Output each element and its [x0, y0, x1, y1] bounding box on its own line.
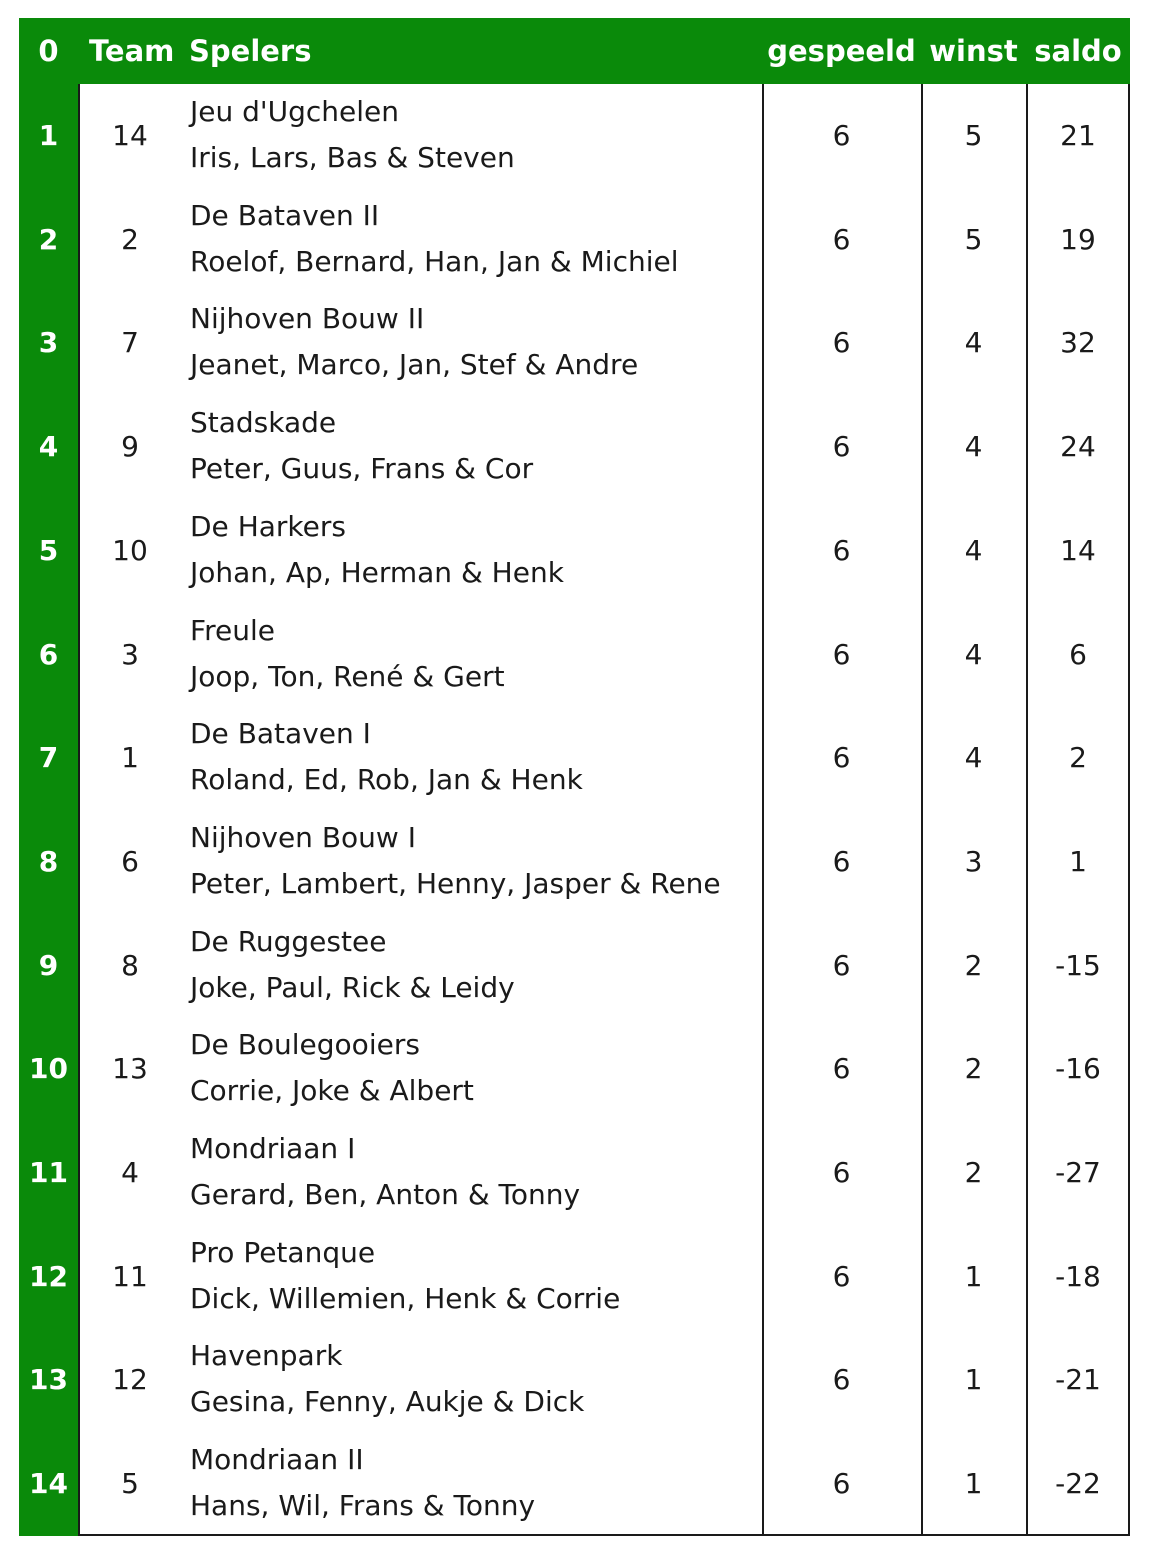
- row-position: 9: [38, 948, 59, 982]
- table-row: [19, 291, 1130, 395]
- table-row: [19, 1328, 1130, 1432]
- row-team-number: 3: [121, 637, 139, 671]
- row-played: 6: [832, 1156, 851, 1189]
- row-players: Johan, Ap, Herman & Henk: [190, 555, 564, 589]
- row-team-name: Freule: [190, 613, 275, 647]
- row-players: Gerard, Ben, Anton & Tonny: [190, 1178, 581, 1211]
- table-row: [19, 1121, 1130, 1225]
- header-position: 0: [38, 34, 59, 68]
- row-position: 2: [38, 222, 59, 256]
- row-wins: 2: [964, 1052, 983, 1086]
- standings-table: [19, 18, 1130, 1536]
- row-players: Roelof, Bernard, Han, Jan & Michiel: [190, 244, 679, 278]
- row-saldo: -21: [1055, 1363, 1101, 1397]
- row-team-name: De Harkers: [190, 509, 346, 543]
- row-wins: 2: [964, 948, 983, 982]
- row-team-name: Stadskade: [190, 406, 337, 440]
- row-team-name: Mondriaan I: [190, 1132, 356, 1165]
- row-team-name: Havenpark: [190, 1339, 343, 1373]
- row-team-number: 5: [121, 1467, 139, 1501]
- row-saldo: 6: [1069, 637, 1087, 671]
- row-wins: 4: [964, 533, 983, 567]
- header-played: gespeeld: [767, 34, 916, 68]
- row-players: Peter, Guus, Frans & Cor: [190, 452, 534, 486]
- row-team-name: Pro Petanque: [190, 1235, 376, 1269]
- table-row: [19, 188, 1130, 292]
- row-team-number: 9: [121, 430, 139, 464]
- row-team-number: 10: [112, 533, 148, 567]
- row-team-name: Mondriaan II: [190, 1443, 364, 1477]
- row-team-number: 1: [121, 741, 139, 775]
- row-players: Hans, Wil, Frans & Tonny: [190, 1489, 536, 1523]
- row-played: 6: [832, 119, 851, 152]
- row-position: 7: [38, 741, 59, 775]
- row-saldo: -16: [1055, 1052, 1101, 1086]
- row-saldo: -22: [1055, 1467, 1101, 1501]
- row-position: 8: [38, 844, 59, 878]
- row-wins: 2: [964, 1156, 983, 1189]
- table-row: [19, 84, 1130, 188]
- row-players: Gesina, Fenny, Aukje & Dick: [190, 1385, 585, 1419]
- row-team-name: De Ruggestee: [190, 924, 387, 958]
- row-saldo: 14: [1060, 533, 1096, 567]
- row-team-number: 8: [121, 948, 139, 982]
- row-players: Joop, Ton, René & Gert: [190, 659, 505, 693]
- row-played: 6: [832, 326, 851, 360]
- row-wins: 5: [964, 119, 983, 152]
- row-team-number: 13: [112, 1052, 148, 1086]
- header-players: Spelers: [189, 34, 312, 68]
- row-wins: 4: [964, 637, 983, 671]
- row-saldo: 32: [1060, 326, 1096, 360]
- header-saldo: saldo: [1034, 34, 1122, 68]
- table-row: [19, 499, 1130, 603]
- row-players: Jeanet, Marco, Jan, Stef & Andre: [190, 348, 639, 382]
- row-played: 6: [832, 844, 851, 878]
- row-saldo: 19: [1060, 222, 1096, 256]
- table-row: [19, 1017, 1130, 1121]
- row-position: 14: [29, 1467, 68, 1501]
- row-team-name: De Boulegooiers: [190, 1028, 420, 1062]
- row-team-name: Nijhoven Bouw I: [190, 820, 416, 854]
- row-position: 10: [29, 1052, 68, 1086]
- row-played: 6: [832, 1467, 851, 1501]
- table-row: [19, 1432, 1130, 1536]
- row-team-name: Jeu d'Ugchelen: [190, 95, 399, 128]
- row-players: Corrie, Joke & Albert: [190, 1074, 474, 1108]
- row-players: Peter, Lambert, Henny, Jasper & Rene: [190, 866, 721, 900]
- row-wins: 4: [964, 430, 983, 464]
- row-played: 6: [832, 1363, 851, 1397]
- row-saldo: -15: [1055, 948, 1101, 982]
- row-played: 6: [832, 533, 851, 567]
- table-row: [19, 706, 1130, 810]
- row-team-number: 12: [112, 1363, 148, 1397]
- row-team-number: 11: [112, 1259, 148, 1293]
- row-team-number: 7: [121, 326, 139, 360]
- header-team: Team: [89, 34, 175, 68]
- row-players: Iris, Lars, Bas & Steven: [190, 141, 515, 174]
- row-position: 6: [38, 637, 59, 671]
- row-team-name: De Bataven I: [190, 717, 371, 751]
- table-row: [19, 395, 1130, 499]
- table-row: [19, 914, 1130, 1018]
- table-header: [19, 18, 1130, 84]
- row-position: 1: [38, 119, 59, 152]
- header-wins: winst: [929, 34, 1018, 68]
- row-team-number: 4: [121, 1156, 139, 1189]
- row-wins: 1: [964, 1363, 983, 1397]
- row-team-number: 2: [121, 222, 139, 256]
- row-wins: 4: [964, 741, 983, 775]
- row-played: 6: [832, 741, 851, 775]
- row-players: Dick, Willemien, Henk & Corrie: [190, 1281, 621, 1315]
- row-team-name: Nijhoven Bouw II: [190, 302, 425, 336]
- row-played: 6: [832, 637, 851, 671]
- row-position: 12: [29, 1259, 68, 1293]
- row-team-name: De Bataven II: [190, 198, 380, 232]
- row-position: 3: [38, 326, 59, 360]
- row-wins: 1: [964, 1259, 983, 1293]
- row-wins: 5: [964, 222, 983, 256]
- row-saldo: 2: [1069, 741, 1087, 775]
- row-played: 6: [832, 948, 851, 982]
- row-played: 6: [832, 430, 851, 464]
- row-position: 11: [29, 1156, 68, 1189]
- table-row: [19, 810, 1130, 914]
- row-players: Joke, Paul, Rick & Leidy: [190, 970, 515, 1004]
- row-team-number: 14: [112, 119, 148, 152]
- row-saldo: 1: [1069, 844, 1087, 878]
- table-body: [19, 84, 1130, 1536]
- row-position: 13: [29, 1363, 68, 1397]
- row-team-number: 6: [121, 844, 139, 878]
- row-saldo: -18: [1055, 1259, 1101, 1293]
- row-saldo: -27: [1055, 1156, 1101, 1189]
- row-saldo: 24: [1060, 430, 1096, 464]
- table-row: [19, 603, 1130, 707]
- row-played: 6: [832, 222, 851, 256]
- row-saldo: 21: [1060, 119, 1096, 152]
- row-wins: 1: [964, 1467, 983, 1501]
- row-position: 4: [38, 430, 59, 464]
- row-wins: 3: [964, 844, 983, 878]
- table-row: [19, 1225, 1130, 1329]
- row-wins: 4: [964, 326, 983, 360]
- row-played: 6: [832, 1259, 851, 1293]
- row-position: 5: [38, 533, 59, 567]
- row-players: Roland, Ed, Rob, Jan & Henk: [190, 763, 583, 797]
- row-played: 6: [832, 1052, 851, 1086]
